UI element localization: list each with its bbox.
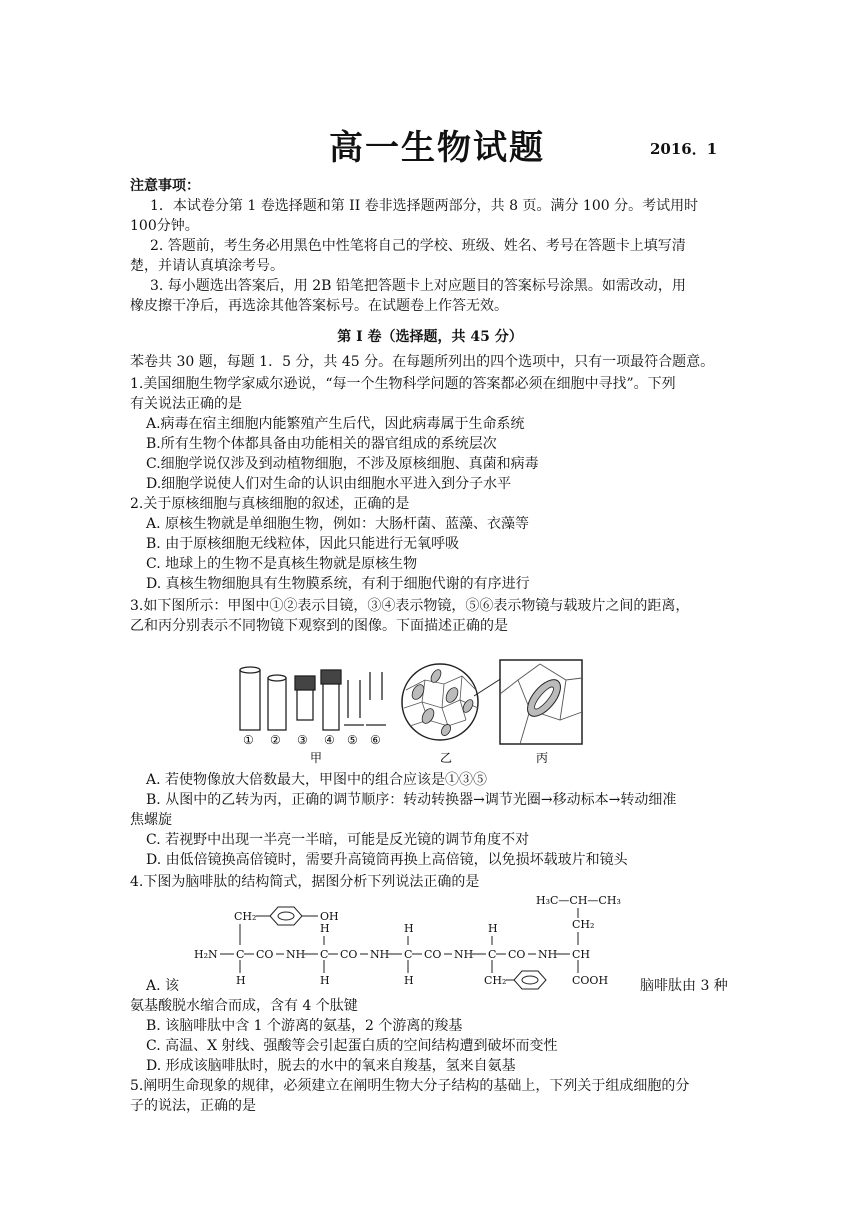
q4-option-a-right: 脑啡肽由 3 种	[640, 978, 728, 994]
formula-nh3: NH	[454, 948, 474, 961]
notice-heading: 注意事项：	[130, 178, 200, 194]
q3-option-c: C. 若视野中出现一半亮一半暗，可能是反光镜的调节角度不对	[146, 832, 530, 848]
q2-option-b: B. 由于原核细胞无线粒体，因此只能进行无氧呼吸	[146, 536, 460, 552]
q4-option-d: D. 形成该脑啡肽时，脱去的水中的氧来自羧基，氢来自氨基	[146, 1058, 516, 1074]
q4-option-a-cont: 氨基酸脱水缩合而成，含有 4 个肽键	[130, 998, 358, 1014]
label-6: ⑥	[370, 733, 381, 747]
label-jia: 甲	[310, 751, 323, 765]
label-bing: 丙	[536, 751, 549, 765]
formula-ch2-top: CH₂	[234, 910, 257, 923]
formula-h4: H	[236, 974, 246, 987]
formula-ch2-phe: CH₂	[484, 974, 507, 987]
q4-option-c: C. 高温、X 射线、强酸等会引起蛋白质的空间结构遭到破坏而变性	[146, 1038, 558, 1054]
q1-option-a: A.病毒在宿主细胞内能繁殖产生后代，因此病毒属于生命系统	[146, 416, 525, 432]
formula-h6: H	[404, 974, 414, 987]
label-1: ①	[243, 733, 254, 747]
q5-stem-cont: 子的说法，正确的是	[130, 1098, 256, 1114]
q4-option-b: B. 该脑啡肽中含 1 个游离的氨基，2 个游离的羧基	[146, 1018, 463, 1034]
eyepieces-objectives	[240, 667, 386, 730]
notice-item-1: 1．本试卷分第 1 卷选择题和第 II 卷非选择题两部分，共 8 页。满分 100 分。考试用时	[150, 198, 699, 214]
formula-co2: CO	[340, 948, 358, 961]
formula-c1: C	[236, 948, 245, 961]
label-yi: 乙	[440, 751, 453, 765]
label-4: ④	[324, 733, 335, 747]
formula-nh4: NH	[538, 948, 558, 961]
q1-stem: 1.美国细胞生物学家威尔逊说，“每一个生物科学问题的答案都必须在细胞中寻找”。下列	[130, 376, 676, 392]
q1-stem-cont: 有关说法正确的是	[130, 396, 242, 412]
label-3: ③	[297, 733, 308, 747]
q1-option-d: D.细胞学说使人们对生命的认识由细胞水平进入到分子水平	[146, 476, 512, 492]
notice-item-3-cont: 橡皮擦干净后，再选涂其他答案标号。在试题卷上作答无效。	[130, 298, 508, 314]
notice-item-3: 3. 每小题选出答案后，用 2B 铅笔把答题卡上对应题目的答案标号涂黑。如需改动，用	[150, 278, 686, 294]
section-title: 第 I 卷（选择题，共 45 分）	[337, 329, 523, 345]
microscope-figure	[230, 650, 610, 768]
exam-date: 2016．1	[650, 140, 718, 158]
page-title: 高一生物试题	[329, 128, 545, 168]
q2-option-d: D. 真核生物细胞具有生物膜系统，有利于细胞代谢的有序进行	[146, 576, 530, 592]
formula-h2: H	[404, 922, 414, 935]
q4-option-a: A. 该	[146, 978, 180, 994]
notice-item-2: 2. 答题前，考生务必用黑色中性笔将自己的学校、班级、姓名、考号在答题卡上填写清	[150, 238, 686, 254]
formula-iso: H₃C—CH—CH₃	[536, 894, 621, 907]
q2-option-c: C. 地球上的生物不是真核生物就是原核生物	[146, 556, 418, 572]
q3-option-a: A. 若使物像放大倍数最大，甲图中的组合应该是①③⑤	[146, 772, 488, 788]
formula-cooh: COOH	[572, 974, 609, 987]
formula-ch2-leu: CH₂	[572, 918, 595, 931]
q3-stem: 3.如下图所示：甲图中①②表示目镜，③④表示物镜，⑤⑥表示物镜与载玻片之间的距离，	[130, 598, 690, 614]
q3-option-d: D. 由低倍镜换高倍镜时，需要升高镜筒再换上高倍镜，以免损坏载玻片和镜头	[146, 852, 628, 868]
q2-stem: 2.关于原核细胞与真核细胞的叙述，正确的是	[130, 496, 410, 512]
section-intro: 苯卷共 30 题，每题 1．5 分，共 45 分。在每题所列出的四个选项中，只有一项最符合题意。	[130, 354, 715, 370]
formula-h2n: H₂N	[194, 948, 218, 961]
formula-c3: C	[404, 948, 413, 961]
label-5: ⑤	[347, 733, 358, 747]
formula-h1: H	[320, 922, 330, 935]
formula-co4: CO	[508, 948, 526, 961]
formula-h3: H	[488, 922, 498, 935]
formula-co3: CO	[424, 948, 442, 961]
formula-oh: OH	[320, 910, 339, 923]
formula-h5: H	[320, 974, 330, 987]
formula-nh2: NH	[370, 948, 390, 961]
formula-c2: C	[320, 948, 329, 961]
formula-co1: CO	[256, 948, 274, 961]
formula-nh1: NH	[286, 948, 306, 961]
q5-stem: 5.阐明生命现象的规律，必须建立在阐明生物大分子结构的基础上，下列关于组成细胞的分	[130, 1078, 690, 1094]
notice-item-2-cont: 楚，并请认真填涂考号。	[130, 258, 284, 274]
label-2: ②	[270, 733, 281, 747]
high-power-view	[500, 660, 582, 744]
q2-option-a: A. 原核生物就是单细胞生物，例如：大肠杆菌、蓝藻、衣藻等	[146, 516, 530, 532]
enkephalin-structure	[190, 888, 650, 990]
notice-item-1-cont: 100分钟。	[130, 218, 199, 234]
q4-stem: 4.下图为脑啡肽的结构简式，据图分析下列说法正确的是	[130, 874, 480, 890]
q3-stem-cont: 乙和丙分别表示不同物镜下观察到的图像。下面描述正确的是	[130, 618, 508, 634]
q3-option-b-cont: 焦螺旋	[130, 812, 172, 828]
formula-ch: CH	[572, 948, 591, 961]
q1-option-b: B.所有生物个体都具备由功能相关的器官组成的系统层次	[146, 436, 497, 452]
q3-option-b: B. 从图中的乙转为丙，正确的调节顺序：转动转换器→调节光圈→移动标本→转动细准	[146, 792, 677, 808]
q1-option-c: C.细胞学说仅涉及到动植物细胞，不涉及原核细胞、真菌和病毒	[146, 456, 539, 472]
low-power-view	[402, 664, 502, 740]
formula-c4: C	[488, 948, 497, 961]
